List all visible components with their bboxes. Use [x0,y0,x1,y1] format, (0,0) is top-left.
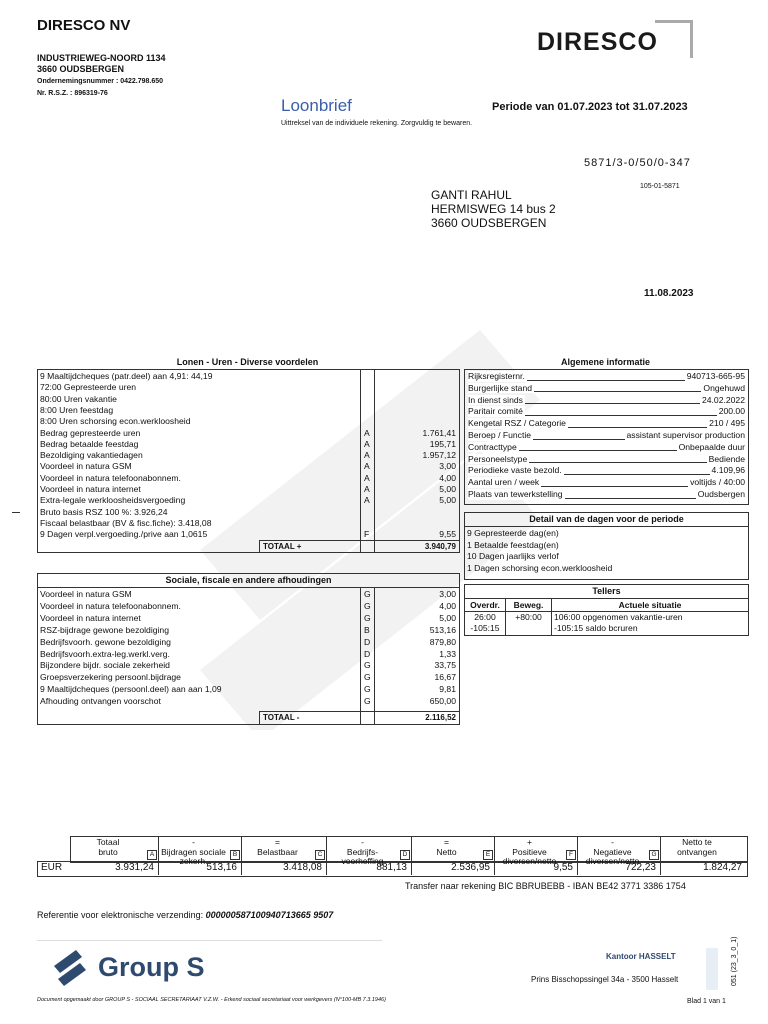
general-row [468,477,745,488]
reference-line [37,910,333,920]
office-accent-bar [706,948,718,990]
deductions-row [38,684,459,695]
general-row-value: Ongehuwd [703,382,745,393]
deductions-row-label: Bedrijfsvoorh.extra-leg.werkl.verg. [40,648,170,659]
wages-row-code: A [364,484,370,494]
wages-row [38,416,459,427]
summary-header-top: - [611,837,614,847]
wages-row-code: A [364,438,370,449]
counter-beweg: +80:00 [515,612,542,622]
reference-number: 000000587100940713665 9507 [205,910,334,920]
deductions-row-amount: 1,33 [439,648,456,659]
wages-row-label: 9 Maaltijdcheques (patr.deel) aan 4,91: 44,19 [40,371,213,381]
doc-title: Loonbrief [281,96,352,115]
company-rsz: Nr. R.S.Z. : 896319-76 [37,90,108,97]
fold-mark [12,512,20,513]
wages-row-amount: 3,00 [439,461,456,472]
wages-table [37,369,460,553]
deductions-total: 2.116,52 [425,713,456,722]
wages-row-code: F [364,529,370,540]
summary-letter-box: G [649,850,659,860]
wages-row-amount: 9,55 [439,529,456,540]
legal-note: Document opgemaakt door GROUP S - SOCIAAL SECRETARIAAT V.Z.W. - Erkend sociaal secretariaat voor werkgevers (N°100-MB 7.3.1946) [37,997,386,1003]
wages-row [38,529,459,540]
counters-header: Tellers [464,584,749,599]
wages-row-label: Bruto basis RSZ 100 %: 3.926,24 [40,506,168,517]
employee-name: GANTI RAHUL [431,188,512,202]
summary-value: 3.418,08 [283,862,322,873]
wages-header: Lonen - Uren - Diverse voordelen [176,357,319,367]
summary-value: 881,13 [376,862,407,873]
deductions-row-amount: 879,80 [429,636,456,647]
counter-situatie: -105:15 saldo bcruren [554,623,638,633]
summary-letter-box: A [147,850,157,860]
general-row [468,383,745,394]
deductions-row-code: D [364,636,371,647]
reference-label: Referentie voor elektronische verzending: [37,910,204,920]
deductions-row [38,660,459,671]
counter-row [465,612,748,623]
deductions-row-amount: 16,67 [434,672,456,683]
doc-code-vertical: 051 (23_3_0_1) [731,936,738,986]
counter-situatie: 106:00 opgenomen vakantie-uren [554,612,683,622]
general-row-key: Contracttype [468,441,517,452]
general-row [468,454,745,465]
wages-row-label: Bezoldiging vakantiedagen [40,450,143,461]
deductions-header: Sociale, fiscale en andere afhoudingen [37,573,460,588]
days-row: 10 Dagen jaarlijks verlof [467,551,559,561]
wages-row-label: Bedrag betaalde feestdag [40,438,139,449]
wages-row [38,473,459,484]
summary-value: 722,23 [625,862,656,873]
general-row-value: Bediende [708,453,745,464]
general-row-value: voltijds / 40:00 [690,477,745,488]
doc-subtitle: Uittreksel van de individuele rekening. Zorgvuldig te bewaren. [281,120,473,127]
page-number: Blad 1 van 1 [687,998,726,1005]
general-row-key: Rijksregisternr. [468,371,525,381]
deductions-total-row [259,711,459,725]
deductions-row-label: RSZ-bijdrage gewone bezoldiging [40,624,169,635]
wages-row-label: 9 Dagen verpl.vergoeding./prive aan 1,0615 [40,529,208,540]
doc-period: Periode van 01.07.2023 tot 31.07.2023 [492,101,688,113]
deductions-row-code: G [364,612,371,623]
wages-row-label: 8:00 Uren schorsing econ.werkloosheid [40,416,191,427]
deductions-row [38,696,459,707]
days-header: Detail van de dagen voor de periode [464,512,749,527]
employee-city: 3660 OUDSBERGEN [431,216,547,230]
summary-header-top: - [361,837,364,847]
general-row [468,418,745,429]
deductions-row [38,672,459,683]
wages-total: 3.940,79 [424,542,456,551]
wages-row-label: Voordeel in natura internet [40,484,141,494]
wages-row-amount: 195,71 [429,438,456,449]
summary-header-top: Netto te [682,837,712,847]
transfer-info: Transfer naar rekening BIC BBRUBEBB - IBAN BE42 3771 3386 1754 [405,881,686,891]
deductions-row-label: Afhouding ontvangen voorschot [40,696,161,707]
deductions-row-label: Voordeel in natura telefoonabonnem. [40,600,181,611]
deductions-row-label: Bijzondere bijdr. sociale zekerheid [40,660,170,671]
counters-col-overdr: Overdr. [470,600,500,610]
deductions-row-code: B [364,624,370,635]
deductions-row-code: G [364,696,371,707]
wages-row-code: A [364,495,370,506]
wages-row-amount: 5,00 [439,484,456,494]
deductions-row-amount: 9,81 [439,684,456,695]
summary-letter-box: B [230,850,240,860]
summary-value: 1.824,27 [703,862,742,873]
general-row [468,442,745,453]
general-row [468,465,745,476]
wages-row-amount: 1.957,12 [422,450,456,461]
wages-row-label: Voordeel in natura GSM [40,461,132,472]
deductions-row-code: G [364,672,371,683]
summary-letter-box: C [315,850,325,860]
wages-row [38,371,459,382]
summary-header-top: - [192,837,195,847]
days-box [464,526,749,580]
wages-total-label: TOTAAL + [263,542,302,551]
office-name: Kantoor HASSELT [606,952,676,961]
days-row: 1 Dagen schorsing econ.werkloosheid [467,562,613,573]
summary-header-bottom: Negatieve diversen/netto [585,847,640,866]
deductions-row-amount: 3,00 [439,589,456,599]
general-header: Algemene informatie [560,357,651,367]
wages-total-row [259,540,459,553]
wages-row-amount: 4,00 [439,472,456,483]
deductions-row-code: G [364,600,371,611]
general-row-key: Periodieke vaste bezold. [468,465,562,476]
general-row-key: Burgerlijke stand [468,382,533,393]
summary-header-bottom: Bijdragen sociale zekerh. [161,847,226,866]
wages-row [38,382,459,393]
counters-col-situatie: Actuele situatie [618,600,682,610]
wages-row [38,405,459,416]
summary-header-bottom: Netto [436,847,457,857]
deductions-row-label: Groepsverzekering persoonl.bijdrage [40,672,181,683]
general-row [468,406,745,417]
general-row [468,430,745,441]
general-row-value: 4.109,96 [711,465,745,476]
deductions-row-code: G [364,660,371,671]
wages-row [38,450,459,461]
deductions-row-label: Voordeel in natura GSM [40,589,132,599]
wages-row-code: A [364,461,370,472]
summary-value: 3.931,24 [115,862,154,873]
counter-overdr: -105:15 [470,623,500,633]
wages-row-amount: 5,00 [439,495,456,506]
general-row-key: In dienst sinds [468,394,523,405]
summary-currency: EUR [41,862,63,873]
group-s-logo [50,948,240,988]
wages-row-label: Extra-legale werkloosheidsvergoeding [40,495,186,506]
deductions-row-label: Bedrijfsvoorh. gewone bezoldiging [40,636,171,647]
deductions-row-amount: 33,75 [434,660,456,671]
wages-row-label: 80:00 Uren vakantie [40,393,117,404]
general-row-value: Oudsbergen [697,489,745,499]
summary-value: 513,16 [206,862,237,873]
general-info-box [464,369,749,505]
summary-header-bottom: Bedrijfs- voorheffing [341,847,384,866]
summary-header-top: + [527,837,532,847]
deductions-row [38,589,459,600]
deductions-row-amount: 513,16 [429,624,456,635]
deductions-row-amount: 650,00 [429,696,456,707]
counter-row [465,623,748,634]
summary-value: 2.536,95 [451,862,490,873]
wages-row-label: Voordeel in natura telefoonabonnem. [40,472,181,483]
deductions-row-label: Voordeel in natura internet [40,612,141,623]
general-row-key: Personeelstype [468,453,528,464]
summary-header-top: = [444,837,449,847]
summary-header-bottom: Positieve diversen/netto [502,847,557,866]
summary-header-top: = [275,837,280,847]
wages-row [38,394,459,405]
wages-row [38,518,459,529]
wages-row [38,484,459,495]
summary-header-bottom: bruto [98,847,118,857]
counters-box [464,598,749,636]
deductions-row [38,613,459,624]
summary-letter-box: F [566,850,576,860]
days-row: 1 Betaalde feestdag(en) [467,539,559,550]
general-row [468,395,745,406]
company-street: INDUSTRIEWEG-NOORD 1134 [37,53,166,63]
summary-value: 9,55 [553,862,573,873]
doc-reference: 5871/3-0/50/0-347 [584,157,691,169]
days-row: 9 Gepresteerde dag(en) [467,528,559,538]
wages-row [38,507,459,518]
counters-col-beweg: Beweg. [513,600,544,610]
wages-row [38,495,459,506]
counter-overdr: 26:00 [474,612,496,622]
summary-header-bottom: ontvangen [677,847,717,857]
deductions-row-code: G [364,589,371,599]
general-row-value: Onbepaalde duur [678,441,745,452]
deductions-row-code: D [364,648,371,659]
doc-date: 11.08.2023 [644,288,694,299]
general-row [468,489,745,500]
deductions-total-label: TOTAAL - [263,713,300,722]
summary-letter-box: D [400,850,410,860]
general-row [468,371,745,382]
wages-row-label: 8:00 Uren feestdag [40,404,114,415]
summary-header-top: Totaal [96,837,120,847]
wages-row [38,428,459,439]
office-address: Prins Bisschopssingel 34a - 3500 Hasselt [531,975,679,984]
general-row-value: 210 / 495 [709,418,745,429]
wages-row-code: A [364,472,370,483]
wages-row-label: Fiscaal belastbaar (BV & fisc.fiche): 3.418,08 [40,517,212,528]
doc-reference-small: 105-01-5871 [640,183,680,190]
company-city: 3660 OUDSBERGEN [37,64,125,74]
deductions-row [38,625,459,636]
general-row-key: Plaats van tewerkstelling [468,489,563,499]
general-row-key: Paritair comité [468,406,523,417]
wages-row-code: A [364,450,370,461]
deductions-table [37,587,460,725]
wages-row-amount: 1.761,41 [422,427,456,438]
wages-row-label: 72:00 Gepresteerde uren [40,382,137,393]
general-row-value: assistant supervisor production [626,430,745,440]
general-row-key: Beroep / Functie [468,430,532,440]
employee-street: HERMISWEG 14 bus 2 [431,202,556,216]
summary-letter-box: E [483,850,493,860]
deductions-row [38,637,459,648]
group-s-text: Group S [98,952,205,982]
summary-header-bottom: Belastbaar [257,847,298,857]
wages-row [38,461,459,472]
wages-row-code: A [364,427,370,438]
group-s-icon [50,948,90,988]
wages-row-label: Bedrag gepresteerde uren [40,427,141,438]
general-row-value: 24.02.2022 [701,394,745,405]
footer-divider [37,940,382,941]
deductions-row [38,601,459,612]
general-row-key: Aantal uren / week [468,477,540,488]
diresco-logo [537,20,693,60]
diresco-logo-text: DIRESCO [537,28,658,56]
general-row-value: 200.00 [718,406,745,417]
company-vat: Ondernemingsnummer : 0422.798.650 [37,78,164,85]
wages-row [38,439,459,450]
general-row-value: 940713-665-95 [686,371,745,381]
company-name: DIRESCO NV [37,17,131,34]
deductions-row-amount: 4,00 [439,600,456,611]
general-row-key: Kengetal RSZ / Categorie [468,418,566,429]
deductions-row [38,649,459,660]
deductions-row-code: G [364,684,371,695]
deductions-row-amount: 5,00 [439,612,456,623]
deductions-row-label: 9 Maaltijdcheques (persoonl.deel) aan aan 1,09 [40,684,222,695]
